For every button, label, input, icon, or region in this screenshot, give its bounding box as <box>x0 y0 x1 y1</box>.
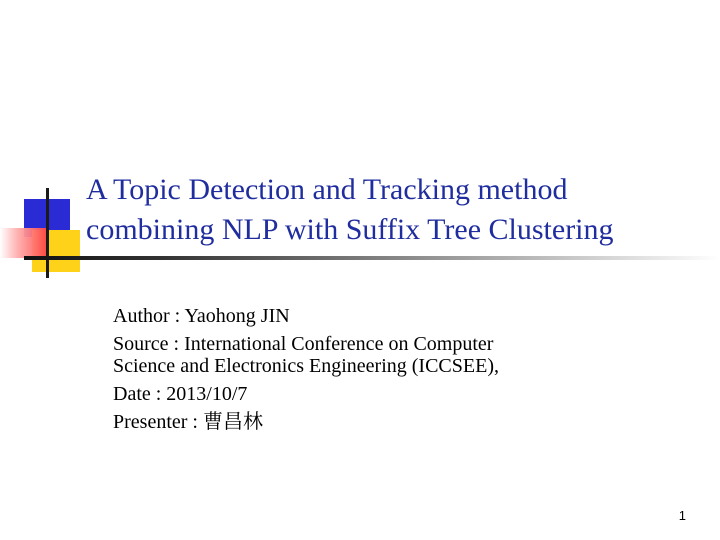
slide-title-line-1: A Topic Detection and Tracking method <box>86 173 568 206</box>
author-line: Author : Yaohong JIN <box>113 305 290 327</box>
date-line: Date : 2013/10/7 <box>113 383 248 405</box>
presenter-line: Presenter : 曹昌林 <box>113 411 263 433</box>
decorative-vertical-line <box>46 188 49 278</box>
source-line-2: Science and Electronics Engineering (ICCSEE), <box>113 355 499 377</box>
slide-title <box>86 170 696 250</box>
page-number: 1 <box>678 508 686 523</box>
source-line-1: Source : International Conference on Computer <box>113 333 494 355</box>
slide-info-list <box>113 305 673 439</box>
slide-title-line-2: combining NLP with Suffix Tree Clustering <box>86 213 614 246</box>
title-underline-divider <box>24 256 720 260</box>
decorative-red-bar <box>0 228 48 258</box>
source-line <box>113 333 673 377</box>
